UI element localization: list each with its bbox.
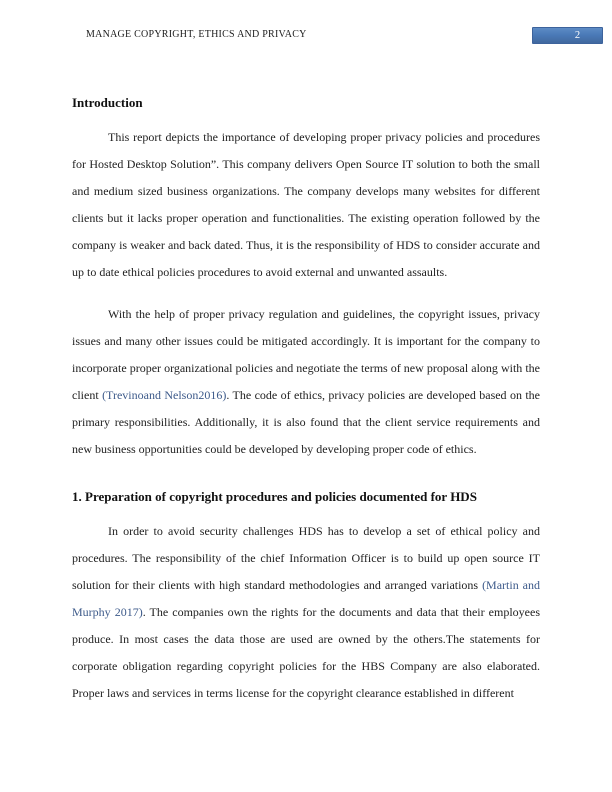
paragraph-intro-1 bbox=[72, 124, 540, 286]
running-title: MANAGE COPYRIGHT, ETHICS AND PRIVACY bbox=[86, 29, 307, 40]
text-segment: With the help of proper privacy regulation and guidelines, the copyright issues, privacy issues and many other issues could be mitigated accordingly. It is important for the company to incorporate proper organizational policies and negotiate the terms of new proposal along with the client bbox=[72, 307, 540, 402]
section-heading-1-preparation: 1. Preparation of copyright procedures and policies documented for HDS bbox=[72, 489, 477, 504]
text-segment: This report depicts the importance of developing proper privacy policies and procedures for Hosted Desktop Solution”. This company delivers Open Source IT solution to both the small and medium sized business organizations. The company develops many websites for different clients but it lacks proper operation and functionalities. The existing operation followed by the company is weaker and back dated. Thus, it is the responsibility of HDS to consider accurate and up to date ethical policies procedures to avoid external and unwanted assaults. bbox=[72, 130, 540, 279]
page-header bbox=[0, 27, 612, 45]
paragraph-intro-2 bbox=[72, 301, 540, 463]
section-heading-introduction: Introduction bbox=[72, 95, 143, 110]
paragraph-preparation-1 bbox=[72, 518, 540, 707]
document-body bbox=[72, 95, 540, 722]
page-number-box bbox=[532, 27, 603, 44]
text-segment: In order to avoid security challenges HDS has to develop a set of ethical policy and procedures. The responsibility of the chief Information Officer is to build up open source IT solution for their clients with high standard methodologies and arranged variations bbox=[72, 524, 540, 592]
citation-reference: (Martin and Murphy 2017) bbox=[72, 578, 540, 619]
text-segment: . The code of ethics, privacy policies are developed based on the primary responsibilities. Additionally, it is also found that the client service requirements and new business opportunities could be developed by developing proper code of ethics. bbox=[72, 388, 541, 456]
page-number: 2 bbox=[574, 30, 581, 41]
text-segment: . The companies own the rights for the documents and data that their employees produce. In most cases the data those are used are owned by the others.The statements for corporate obligation regarding copyright policies for the HBS Company are also elaborated. Proper laws and services in terms license for the copyright clearance established in different bbox=[72, 605, 540, 700]
citation-reference: (Trevinoand Nelson2016) bbox=[102, 388, 227, 402]
